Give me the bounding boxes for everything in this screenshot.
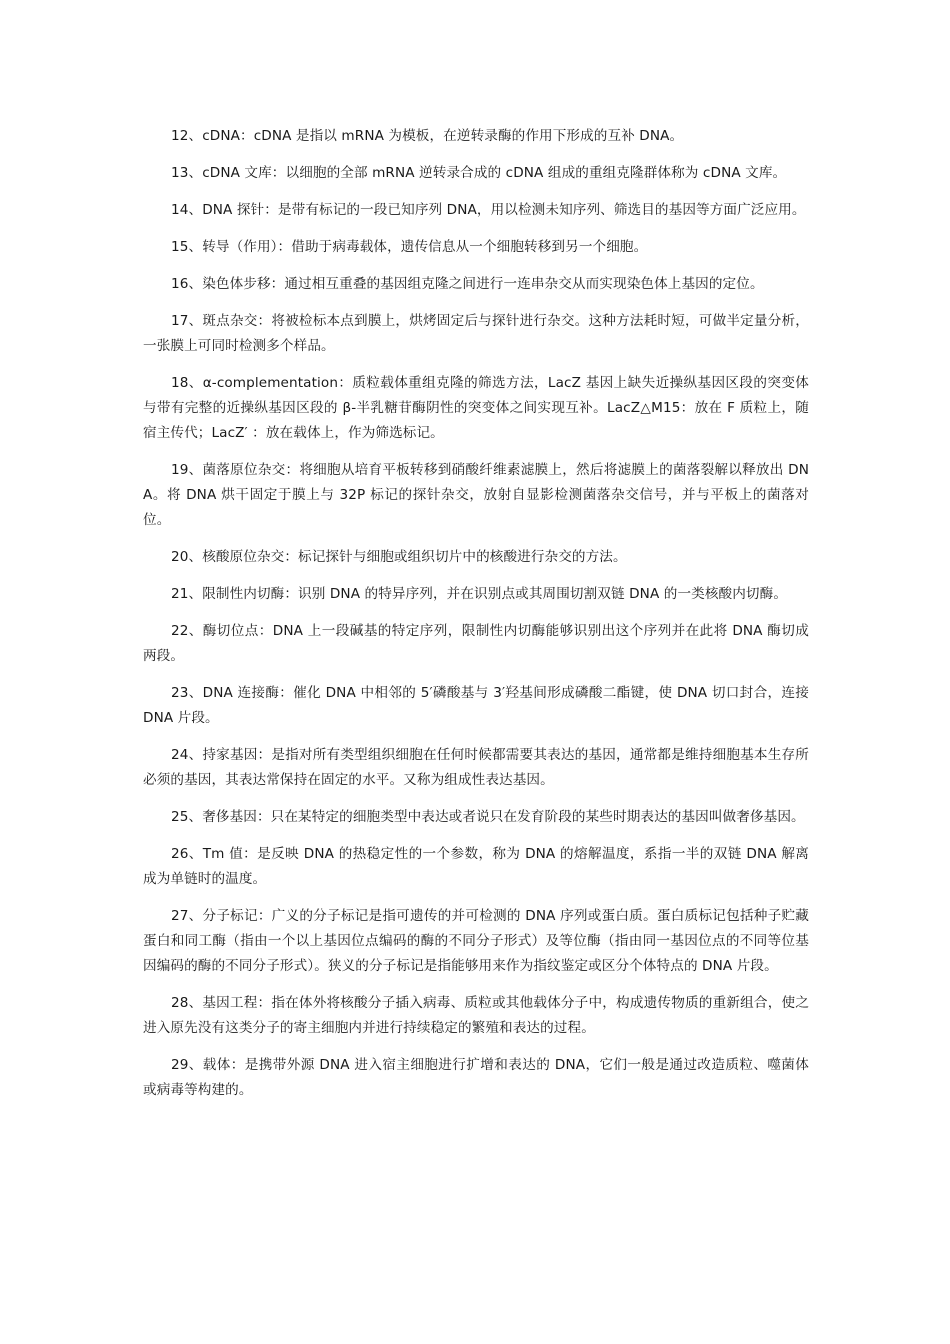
glossary-entry-12: 12、cDNA：cDNA 是指以 mRNA 为模板，在逆转录酶的作用下形成的互补 DNA。 — [171, 128, 684, 144]
glossary-entry-17: 17、斑点杂交：将被检标本点到膜上，烘烤固定后与探针进行杂交。这种方法耗时短，可做半定量分析，一张膜上可同时检测多个样品。 — [143, 313, 809, 354]
glossary-entry-26: 26、Tm 值：是反映 DNA 的热稳定性的一个参数，称为 DNA 的熔解温度，系指一半的双链 DNA 解离成为单链时的温度。 — [143, 846, 809, 887]
glossary-entry-28: 28、基因工程：指在体外将核酸分子插入病毒、质粒或其他载体分子中，构成遗传物质的重新组合，使之进入原先没有这类分子的寄主细胞内并进行持续稳定的繁殖和表达的过程。 — [143, 995, 809, 1036]
glossary-entry-19: 19、菌落原位杂交：将细胞从培育平板转移到硝酸纤维素滤膜上，然后将滤膜上的菌落裂解以释放出 DNA。将 DNA 烘干固定于膜上与 32P 标记的探针杂交，放射自显影检测菌落杂交信号，并与平板上的菌落对位。 — [143, 462, 809, 528]
glossary-entry-29: 29、载体：是携带外源 DNA 进入宿主细胞进行扩增和表达的 DNA，它们一般是通过改造质粒、噬菌体或病毒等构建的。 — [143, 1057, 809, 1098]
document-body — [143, 124, 809, 1115]
glossary-entry-20: 20、核酸原位杂交：标记探针与细胞或组织切片中的核酸进行杂交的方法。 — [171, 549, 627, 565]
glossary-entry-22: 22、酶切位点：DNA 上一段碱基的特定序列，限制性内切酶能够识别出这个序列并在此将 DNA 酶切成两段。 — [143, 623, 809, 664]
glossary-entry-23: 23、DNA 连接酶：催化 DNA 中相邻的 5′磷酸基与 3′羟基间形成磷酸二酯键，使 DNA 切口封合，连接 DNA 片段。 — [143, 685, 809, 726]
glossary-entry-27: 27、分子标记：广义的分子标记是指可遗传的并可检测的 DNA 序列或蛋白质。蛋白质标记包括种子贮藏蛋白和同工酶（指由一个以上基因位点编码的酶的不同分子形式）及等位酶（指由同一基因位点的不同等位基因编码的酶的不同分子形式）。狭义的分子标记是指能够用来作为指纹鉴定或区分个体特点的 DNA 片段。 — [143, 908, 809, 974]
glossary-entry-16: 16、染色体步移：通过相互重叠的基因组克隆之间进行一连串杂交从而实现染色体上基因的定位。 — [171, 276, 764, 292]
glossary-entry-25: 25、奢侈基因：只在某特定的细胞类型中表达或者说只在发育阶段的某些时期表达的基因叫做奢侈基因。 — [171, 809, 805, 825]
glossary-entry-13: 13、cDNA 文库：以细胞的全部 mRNA 逆转录合成的 cDNA 组成的重组克隆群体称为 cDNA 文库。 — [171, 165, 787, 181]
glossary-entry-21: 21、限制性内切酶：识别 DNA 的特异序列，并在识别点或其周围切割双链 DNA 的一类核酸内切酶。 — [171, 586, 788, 602]
glossary-entry-18: 18、α-complementation：质粒载体重组克隆的筛选方法，LacZ 基因上缺失近操纵基因区段的突变体与带有完整的近操纵基因区段的 β-半乳糖苷酶阴性的突变体之间实现互补。LacZ△M15：放在 F 质粒上，随宿主传代；LacZ′ ：放在载体上，作为筛选标记。 — [143, 375, 809, 441]
glossary-entry-24: 24、持家基因：是指对所有类型组织细胞在任何时候都需要其表达的基因，通常都是维持细胞基本生存所必须的基因，其表达常保持在固定的水平。又称为组成性表达基因。 — [143, 747, 809, 788]
glossary-entry-15: 15、转导（作用）：借助于病毒载体，遗传信息从一个细胞转移到另一个细胞。 — [171, 239, 648, 255]
glossary-entry-14: 14、DNA 探针：是带有标记的一段已知序列 DNA，用以检测未知序列、筛选目的基因等方面广泛应用。 — [171, 202, 806, 218]
